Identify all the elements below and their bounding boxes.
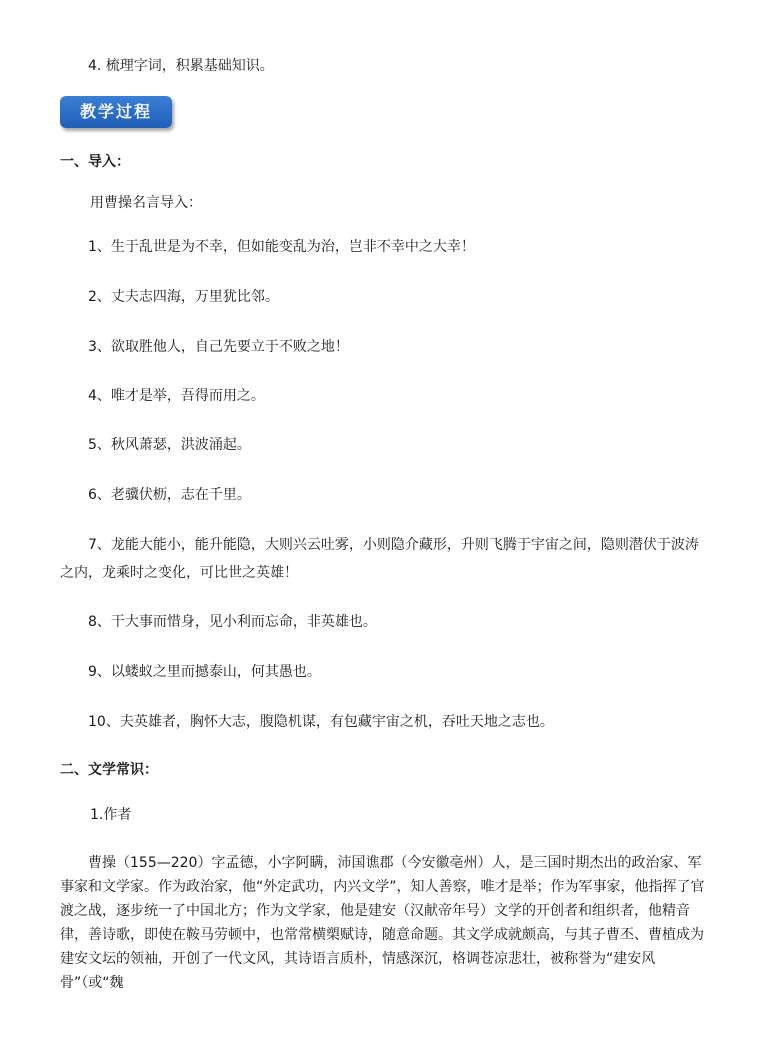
author-paragraph: 曹操（155—220）字孟德，小字阿瞒，沛国谯郡（今安徽亳州）人，是三国时期杰出的政治家、军事家和文学家。作为政治家，他“外定武功，内兴文学”，知人善察，唯才是举；作为军事家，他指挥了官渡之战，逐步统一了中国北方；作为文学家，他是建安（汉献帝年号）文学的开创者和组织者，他精音律，善诗歌，即使在鞍马劳顿中，也常常横槊赋诗，随意命题。其文学成就颇高，与其子曹丕、曹植成为建安文坛的领袖，开创了一代文风，其诗语言质朴，情感深沉，格调苍凉悲壮，被称誉为“建安风骨”（或“魏 [60, 855, 705, 991]
sub-heading-author: 1.作者 [90, 807, 132, 823]
section-banner-label: 教学过程 [79, 102, 152, 121]
section-heading-literature: 二、文学常识： [60, 762, 158, 778]
quote-item: 4、唯才是举，吾得而用之。 [88, 388, 265, 404]
quote-item: 9、以蝼蚁之里而撼泰山，何其愚也。 [88, 664, 321, 680]
section-banner [60, 96, 172, 128]
intro-text: 用曹操名言导入： [90, 195, 202, 211]
quote-item: 7、龙能大能小，能升能隐，大则兴云吐雾，小则隐介藏形，升则飞腾于宇宙之间，隐则潜伏于波涛之内，龙乘时之变化，可比世之英雄！ [60, 537, 699, 581]
quote-item: 6、老骥伏枥，志在千里。 [88, 487, 251, 503]
section-heading-intro: 一、导入： [60, 154, 130, 170]
quote-item: 10、夫英雄者，胸怀大志，腹隐机谋，有包藏宇宙之机，吞吐天地之志也。 [88, 714, 554, 730]
quote-item: 5、秋风萧瑟，洪波涌起。 [88, 437, 251, 453]
quote-item: 1、生于乱世是为不幸，但如能变乱为治，岂非不幸中之大幸！ [88, 239, 475, 255]
quote-item: 8、干大事而惜身，见小利而忘命，非英雄也。 [88, 614, 377, 630]
objective-item-4: 4. 梳理字词，积累基础知识。 [88, 58, 274, 74]
quote-item: 3、欲取胜他人，自己先要立于不败之地！ [88, 339, 349, 355]
quote-item: 2、丈夫志四海，万里犹比邻。 [88, 289, 279, 305]
